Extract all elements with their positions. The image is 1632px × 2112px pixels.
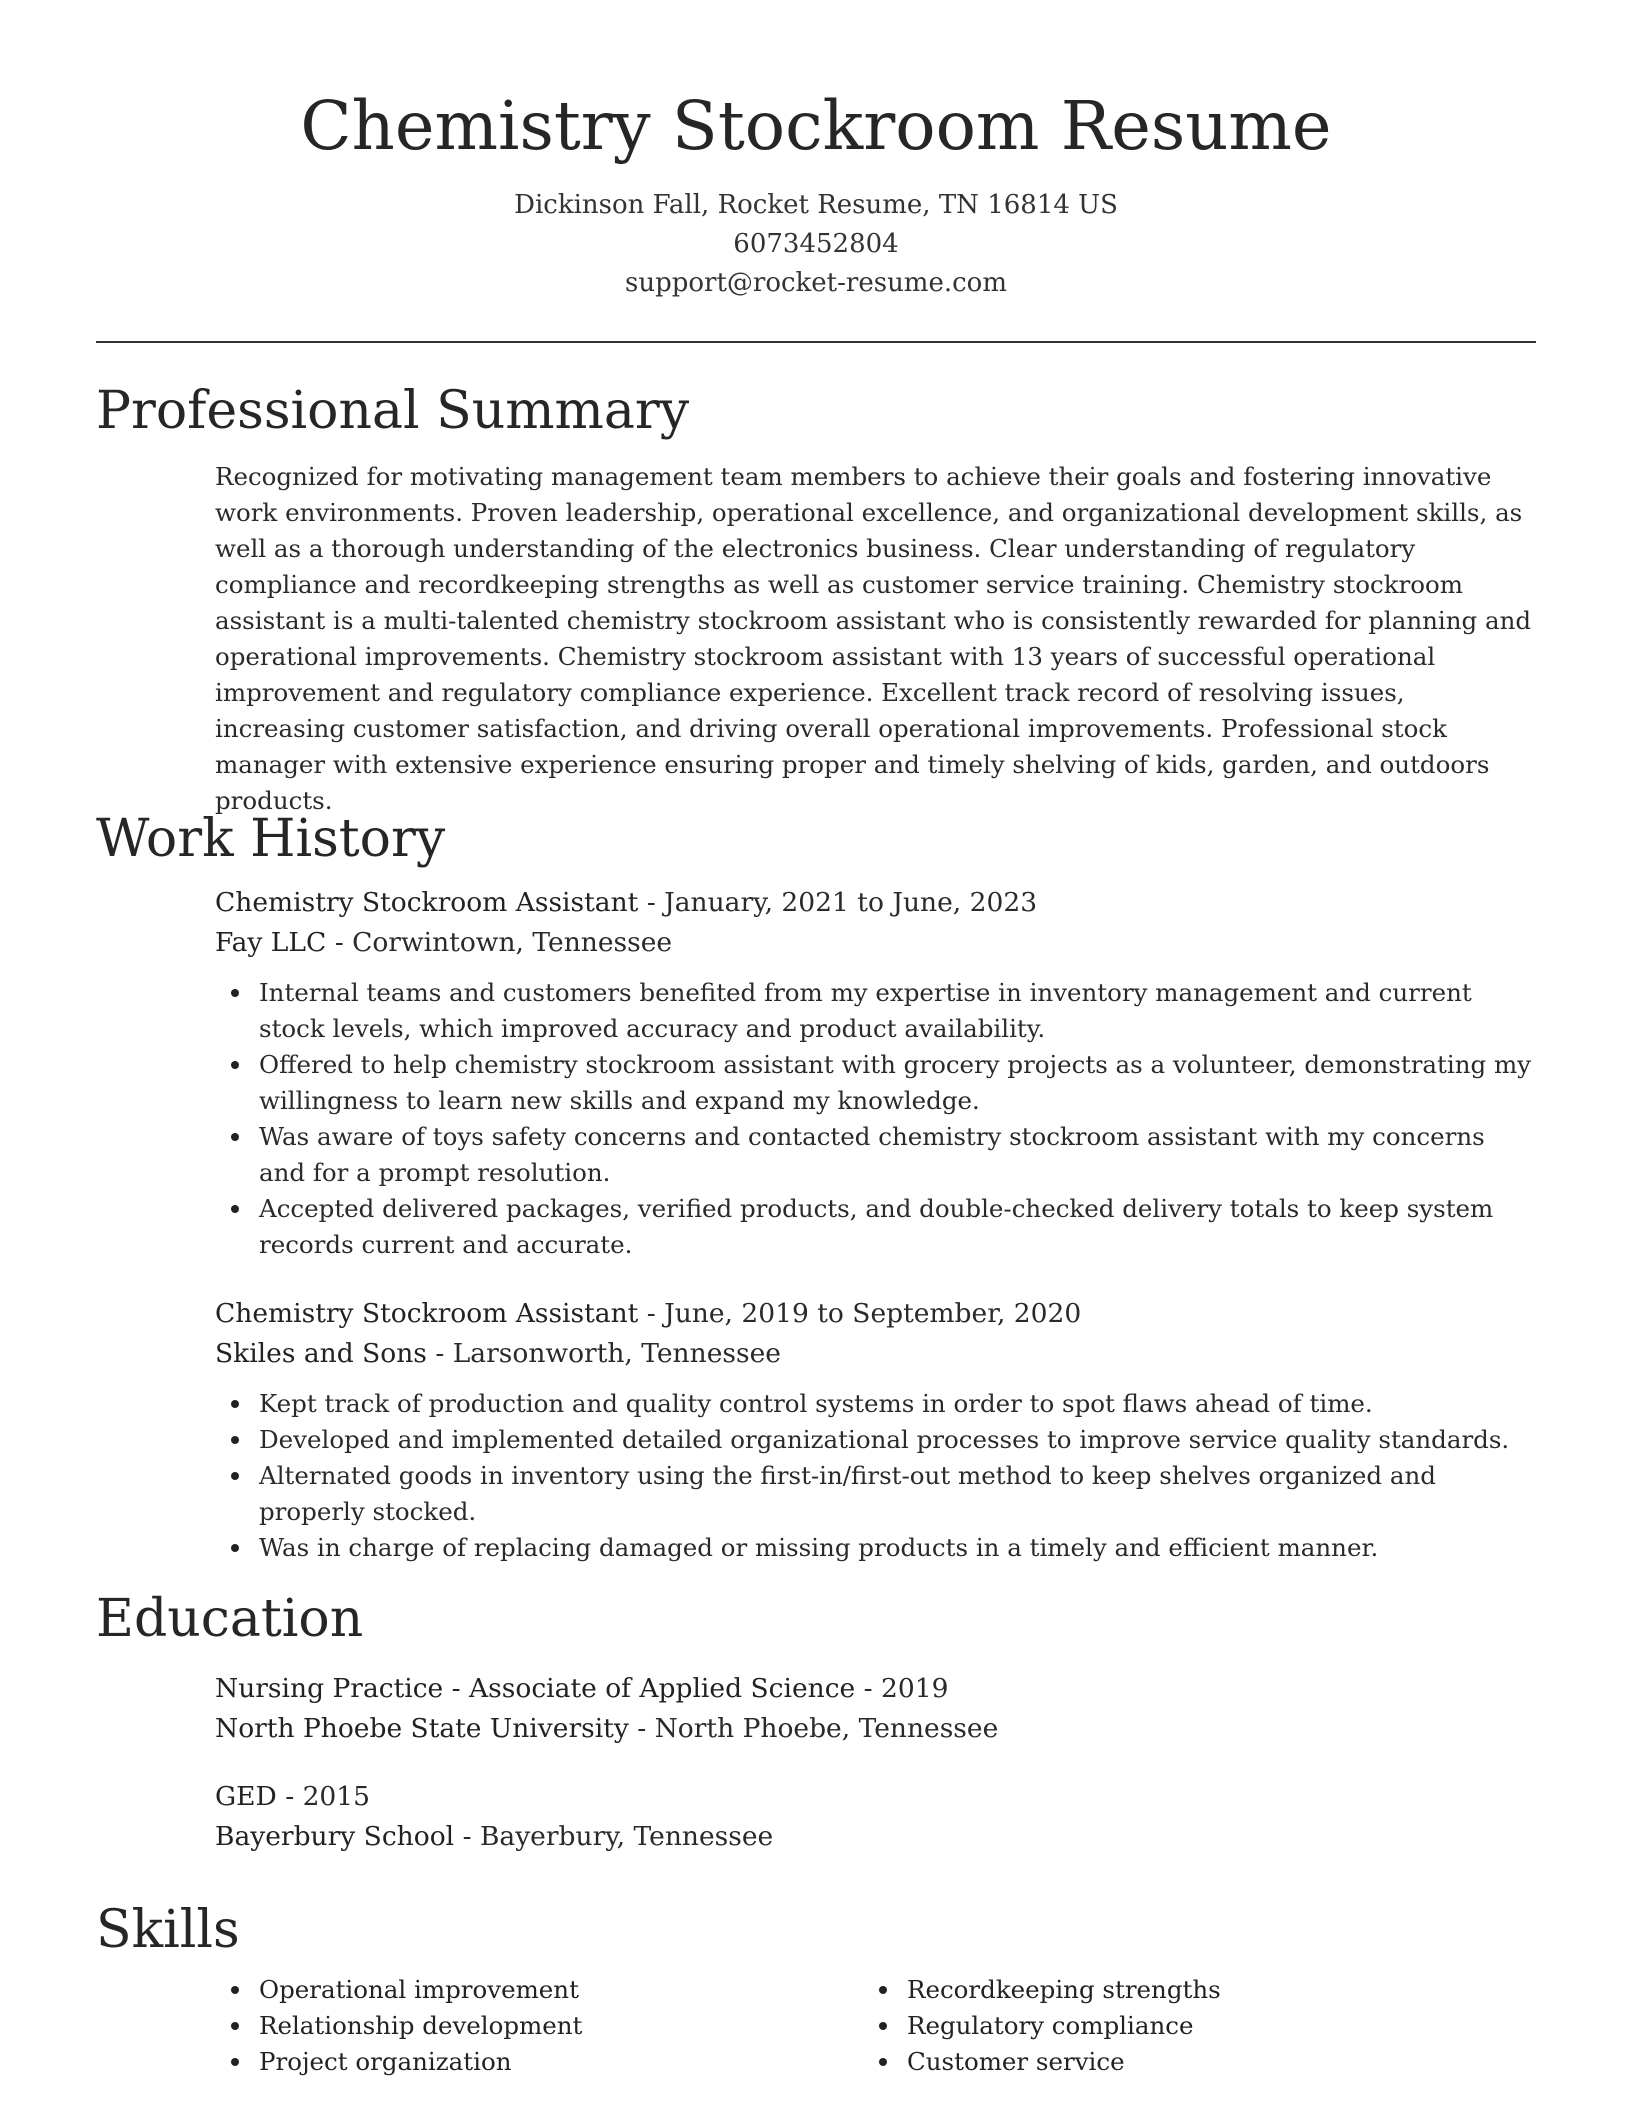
job-dates: - June, 2019 to September, 2020 (638, 1298, 1082, 1329)
job-entry (215, 1294, 1535, 1566)
education-entry (215, 1669, 1535, 1749)
list-item: Developed and implemented detailed organizational processes to improve service quality standards. (259, 1422, 1535, 1458)
list-item: Offered to help chemistry stockroom assistant with grocery projects as a volunteer, demonstrating my willingness to learn new skills and expand my knowledge. (259, 1047, 1535, 1119)
education-location: - North Phoebe, Tennessee (628, 1713, 999, 1744)
job-position: Chemistry Stockroom Assistant (215, 887, 639, 918)
skills-heading: Skills (96, 1900, 240, 1960)
education-school: North Phoebe State University (215, 1713, 629, 1744)
education-school: Bayerbury School (215, 1821, 455, 1852)
summary-heading: Professional Summary (96, 381, 690, 441)
list-item: Operational improvement (259, 1972, 859, 2008)
work-history-heading: Work History (96, 809, 446, 869)
education-entry (215, 1777, 1535, 1857)
summary-section (215, 459, 1535, 819)
list-item: Customer service (907, 2044, 1507, 2080)
education-degree: GED (215, 1781, 277, 1812)
list-item: Internal teams and customers benefited from my expertise in inventory management and current stock levels, which improved accuracy and product availability. (259, 975, 1535, 1047)
list-item: Accepted delivered packages, verified products, and double-checked delivery totals to keep system records current and accurate. (259, 1191, 1535, 1263)
address: Dickinson Fall, Rocket Resume, TN 16814 US (514, 190, 1118, 220)
education-year: - 2019 (855, 1673, 949, 1704)
job-bullets (215, 1386, 1535, 1566)
job-company: Fay LLC (215, 927, 327, 958)
list-item: Recordkeeping strengths (907, 1972, 1507, 2008)
education-degree: Nursing Practice - Associate of Applied Science (215, 1673, 856, 1704)
job-location: - Larsonworth, Tennessee (426, 1338, 781, 1369)
list-item: Alternated goods in inventory using the first-in/first-out method to keep shelves organized and properly stocked. (259, 1458, 1535, 1530)
job-title-line (215, 883, 1535, 923)
education-heading: Education (96, 1589, 364, 1649)
phone: 6073452804 (733, 229, 899, 259)
resume-title: Chemistry Stockroom Resume (300, 87, 1332, 165)
header-divider (96, 341, 1536, 343)
education-year: - 2015 (276, 1781, 371, 1812)
list-item: Was in charge of replacing damaged or missing products in a timely and efficient manner. (259, 1530, 1535, 1566)
resume-header (96, 80, 1536, 303)
list-item: Project organization (259, 2044, 859, 2080)
skills-list-left (215, 1972, 859, 2080)
job-dates: - January, 2021 to June, 2023 (638, 887, 1038, 918)
list-item: Kept track of production and quality control systems in order to spot flaws ahead of time. (259, 1386, 1535, 1422)
list-item: Relationship development (259, 2008, 859, 2044)
list-item: Regulatory compliance (907, 2008, 1507, 2044)
job-position: Chemistry Stockroom Assistant (215, 1298, 639, 1329)
job-bullets (215, 975, 1535, 1263)
email: support@rocket-resume.com (624, 268, 1007, 298)
job-location: - Corwintown, Tennessee (326, 927, 673, 958)
job-company-line (215, 923, 1535, 963)
education-location: - Bayerbury, Tennessee (454, 1821, 774, 1852)
summary-text: Recognized for motivating management team members to achieve their goals and fostering innovative work environments. Proven leadership, operational excellence, and organizational development skills, as well as a thorough understanding of the electronics business. Clear understanding of regulatory compliance and recordkeeping strengths as well as customer service training. Chemistry stockroom assistant is a multi-talented chemistry stockroom assistant who is consistently rewarded for planning and operational improvements. Chemistry stockroom assistant with 13 years of successful operational improvement and regulatory compliance experience. Excellent track record of resolving issues, increasing customer satisfaction, and driving overall operational improvements. Professional stock manager with extensive experience ensuring proper and timely shelving of kids, garden, and outdoors products. (215, 462, 1532, 815)
education-school-line (215, 1817, 1535, 1857)
education-school-line (215, 1709, 1535, 1749)
job-company: Skiles and Sons (215, 1338, 427, 1369)
list-item: Was aware of toys safety concerns and contacted chemistry stockroom assistant with my concerns and for a prompt resolution. (259, 1119, 1535, 1191)
education-degree-line (215, 1777, 1535, 1817)
job-entry (215, 883, 1535, 1263)
job-company-line (215, 1334, 1535, 1374)
education-degree-line (215, 1669, 1535, 1709)
skills-list-right (863, 1972, 1507, 2080)
job-title-line (215, 1294, 1535, 1334)
